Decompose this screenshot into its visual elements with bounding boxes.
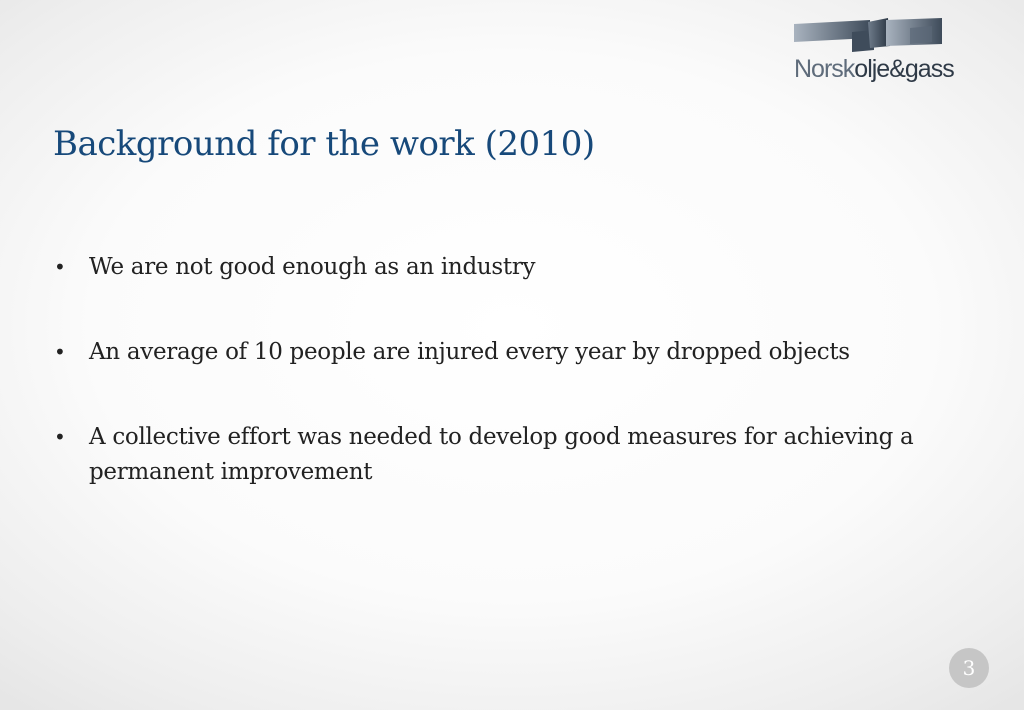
- bullet-marker-icon: •: [54, 340, 66, 364]
- bullet-text: We are not good enough as an industry: [89, 254, 536, 280]
- bullet-list: [53, 250, 983, 540]
- company-logo: [792, 16, 964, 88]
- logo-emblem-icon: [792, 16, 964, 56]
- bullet-marker-icon: •: [54, 425, 66, 449]
- logo-wordmark: [794, 57, 954, 82]
- bullet-text: A collective effort was needed to develop good measures for achieving a permanent improvement: [89, 424, 914, 485]
- bullet-item: [53, 250, 983, 285]
- bullet-marker-icon: •: [54, 255, 66, 279]
- bullet-text: An average of 10 people are injured every year by dropped objects: [89, 339, 850, 365]
- slide-title: Background for the work (2010): [53, 124, 595, 164]
- bullet-item: [53, 335, 983, 370]
- page-number-badge: 3: [949, 648, 989, 688]
- bullet-item: [53, 420, 983, 490]
- logo-wordmark-norsk: Norsk: [794, 55, 855, 83]
- logo-wordmark-olje-gass: olje&gass: [854, 55, 954, 83]
